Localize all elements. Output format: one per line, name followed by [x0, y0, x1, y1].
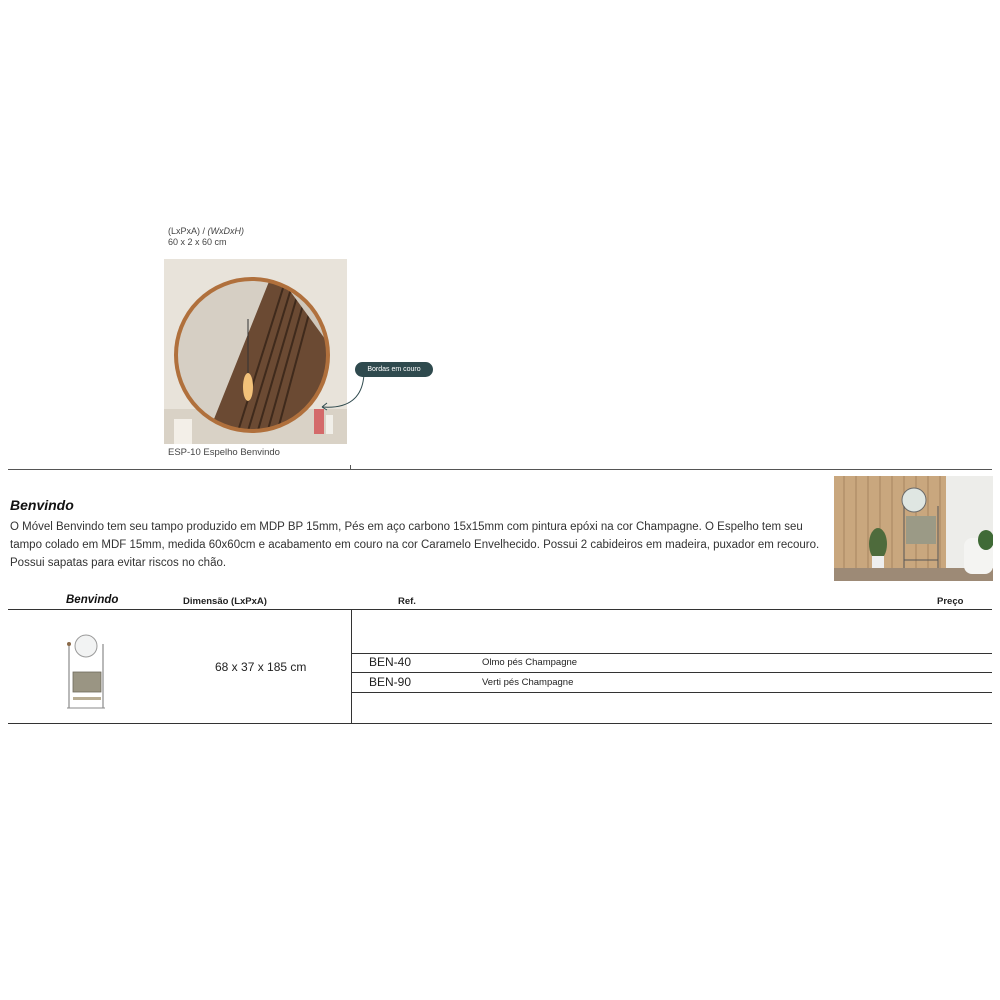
section-divider: [8, 469, 992, 470]
dim-label-alt: (WxDxH): [207, 226, 245, 236]
mirror-dimensions-block: [168, 226, 244, 248]
furniture-illustration: [64, 634, 108, 710]
table-header-price: Preço: [937, 596, 964, 607]
mirror-illustration: [164, 259, 347, 444]
product-dimensions: 68 x 37 x 185 cm: [215, 660, 307, 674]
table-row-rule: [351, 692, 992, 693]
mirror-photo: [164, 259, 347, 444]
finish-label: Verti pés Champagne: [482, 677, 574, 688]
table-header-dimension: Dimensão (LxPxA): [183, 596, 267, 607]
product-thumbnail: [64, 634, 108, 710]
room-illustration: [834, 476, 993, 581]
product-title: Benvindo: [10, 497, 74, 513]
table-header-ref: Ref.: [398, 596, 416, 607]
table-row-rule: [351, 672, 992, 673]
mirror-dimensions: 60 x 2 x 60 cm: [168, 237, 227, 247]
ref-code: BEN-40: [369, 655, 412, 669]
divider-tick: [350, 465, 351, 470]
table-header-name: Benvindo: [66, 594, 119, 606]
finish-label: Olmo pés Champagne: [482, 657, 578, 668]
ref-code: BEN-90: [369, 675, 412, 689]
room-photo: [834, 476, 993, 581]
table-header-rule: [8, 609, 992, 610]
table-bottom-rule: [8, 723, 992, 724]
table-column-divider: [351, 609, 352, 723]
mirror-caption: ESP-10 Espelho Benvindo: [168, 447, 280, 458]
product-description: O Móvel Benvindo tem seu tampo produzido em MDP BP 15mm, Pés em aço carbono 15x15mm com pintura epóxi na cor Champagne. O Espelho tem seu tampo colado em MDF 15mm, medida 60x60cm e acabamento em couro na cor Caramelo Envelhecido. Possui 2 cabideiros em madeira, puxador em recouro. Possui sapatas para evitar riscos no chão.: [10, 521, 820, 569]
callout-badge: Bordas em couro: [355, 362, 433, 377]
table-row-rule: [351, 653, 992, 654]
dim-label: (LxPxA) /: [168, 226, 208, 236]
